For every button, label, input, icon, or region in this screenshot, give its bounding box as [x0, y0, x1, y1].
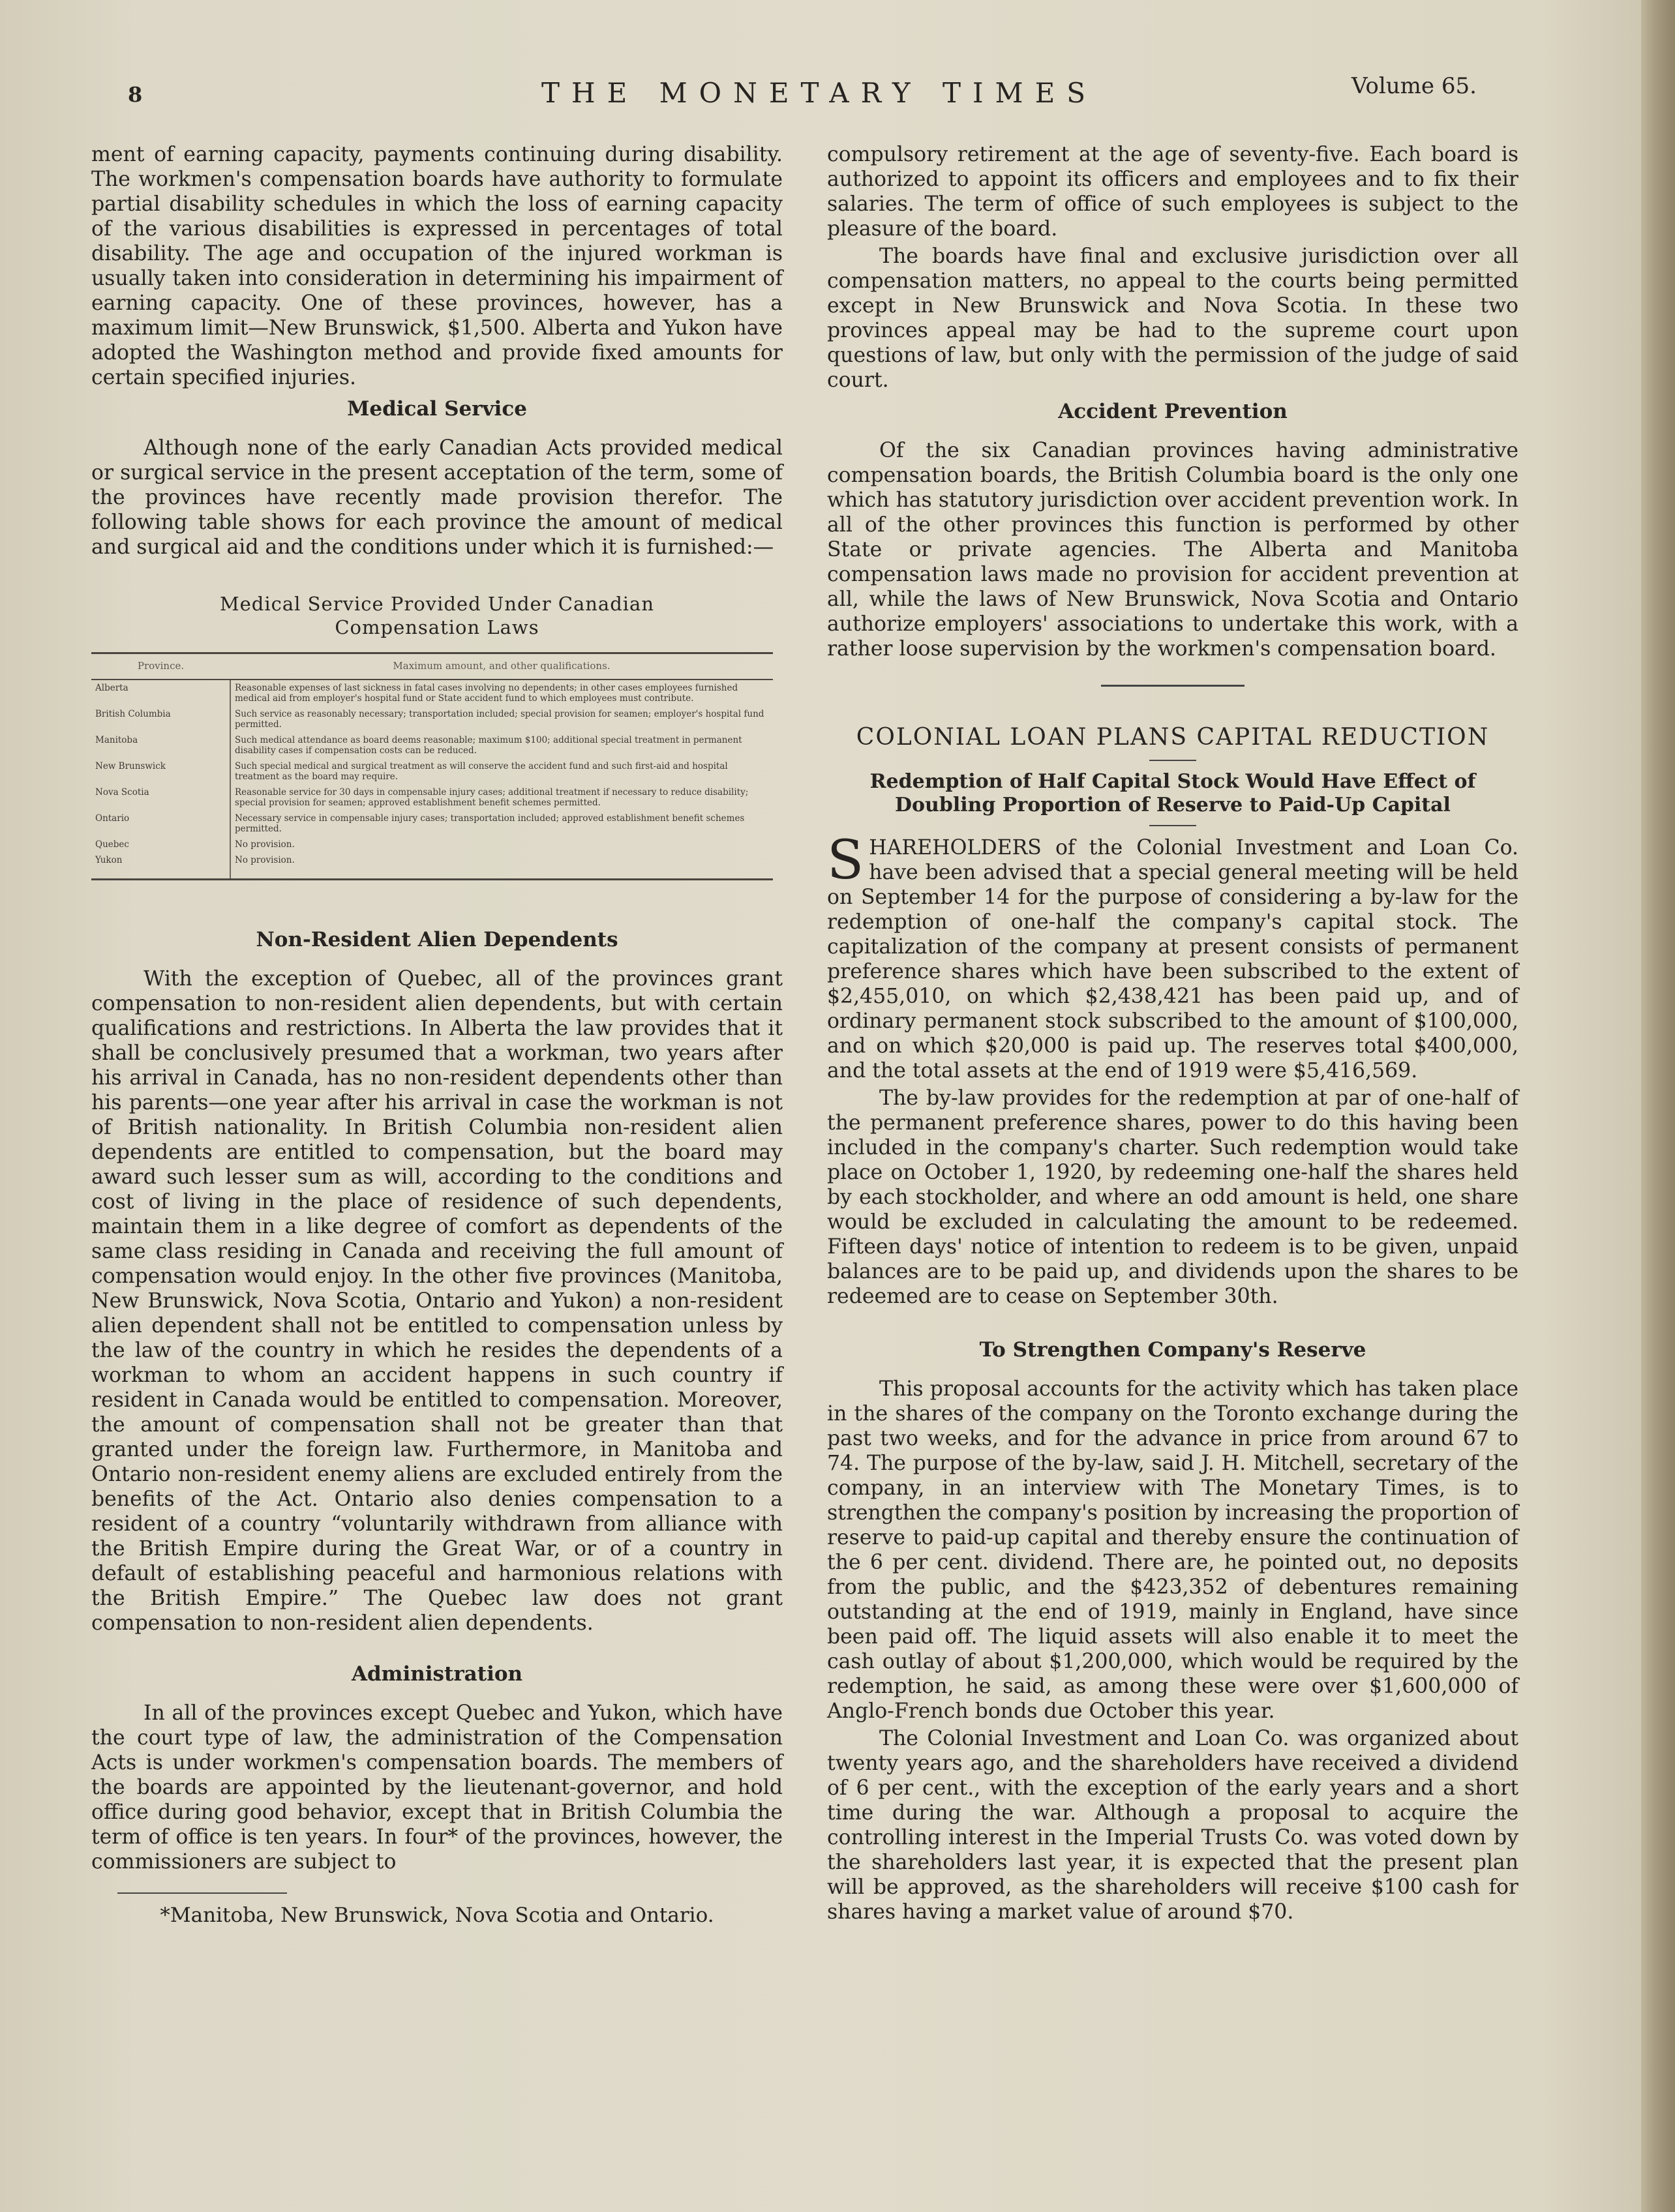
article-paragraph-1-text: HAREHOLDERS of the Colonial Investment and Loan Co. have been advised that a special general meeting will be held on September 14 for the purpose of considering a by-law for the redemption of one-half the company's capital stock. The capitalization of the company at present consists of permanent preference shares which have been subscribed to the extent of $2,455,010, on which $2,438,421 has been paid up, and of ordinary permanent stock subscribed to the amount of $100,000, and on which $20,000 is paid up. The reserves total $400,000, and the total assets at the end of 1919 were $5,416,569.	[827, 836, 1518, 1083]
qualification-cell: Reasonable expenses of last sickness in fatal cases involving no dependents; in other cases employees furnished medical aid from employer's hospital fund or State accident fund to which employees must contribute.	[235, 683, 738, 704]
province-cell: Ontario	[91, 811, 230, 837]
province-cell: Nova Scotia	[91, 785, 230, 811]
heading-accident-prevention: Accident Prevention	[1058, 400, 1288, 423]
qualification-cell: Such medical attendance as board deems reasonable; maximum $100; additional special treatment in permanent disability cases if compensation costs can be reduced.	[235, 735, 742, 756]
province-cell: Manitoba	[91, 732, 230, 758]
article-paragraph-2: The by-law provides for the redemption at par of one-half of the permanent preference shares, power to do this having been included in the company's charter. Such redemption would take place on October 1, 1920, by redeeming one-half the shares held by each stockholder, and where an odd amount is held, one share would be excluded in calculating the amount to be redeemed. Fifteen days' notice of intention to redeem is to be given, unpaid balances are to be paid up, and dividends upon the shares to be redeemed are to cease on September 30th.	[827, 1086, 1518, 1308]
right-column	[827, 142, 1518, 1927]
footnote-rule	[117, 1892, 287, 1894]
table-row	[91, 785, 773, 811]
province-cell: Yukon	[91, 852, 230, 880]
table-row	[91, 811, 773, 837]
left-paragraph-1: ment of earning capacity, payments continuing during disability. The workmen's compensation boards have authority to formulate partial disability schedules in which the loss of earning capacity of the various disabilities is expressed in percentages of total disability. The age and occupation of the injured workman is usually taken into consideration in determining his impairment of earning capacity. One of these provinces, however, has a maximum limit—New Brunswick, $1,500. Alberta and Yukon have adopted the Washington method and provide fixed amounts for certain specified injuries.	[91, 143, 783, 389]
page-edge	[1641, 0, 1675, 2212]
province-cell: Quebec	[91, 837, 230, 852]
table-row	[91, 837, 773, 852]
footnote: *Manitoba, New Brunswick, Nova Scotia and Ontario.	[160, 1904, 714, 1927]
table-caption	[91, 592, 783, 639]
left-paragraph-4: In all of the provinces except Quebec and Yukon, which have the court type of law, the administration of the Compensation Acts is under workmen's compensation boards. The members of the boards are appointed by the lieutenant-governor, and hold office during good behavior, except that in British Columbia the term of office is ten years. In four* of the provinces, however, the commissioners are subject to	[91, 1701, 783, 1874]
medical-service-table	[91, 652, 773, 880]
province-cell: Alberta	[91, 680, 230, 706]
province-cell: British Columbia	[91, 706, 230, 732]
heading-strengthen-reserve: To Strengthen Company's Reserve	[979, 1338, 1366, 1362]
article-divider	[1101, 685, 1245, 687]
qualification-cell: No provision.	[235, 839, 295, 850]
qualification-cell: No provision.	[230, 852, 773, 880]
page-header	[0, 73, 1675, 112]
province-cell: New Brunswick	[91, 758, 230, 785]
qualification-cell: Necessary service in compensable injury cases; transportation included; approved establishment benefit schemes permitted.	[235, 813, 745, 834]
qualification-cell: Reasonable service for 30 days in compensable injury cases; additional treatment if necessary to reduce disability; special provision for seamen; approved establishment benefit schemes permitted.	[235, 787, 749, 808]
table-caption-line-2: Compensation Laws	[335, 616, 539, 638]
article-headline: COLONIAL LOAN PLANS CAPITAL REDUCTION	[856, 724, 1490, 751]
table-row	[91, 680, 773, 706]
drop-cap: S	[827, 830, 864, 891]
article-paragraph-4: The Colonial Investment and Loan Co. was organized about twenty years ago, and the shareholders have received a dividend of 6 per cent., with the exception of the early years and a short time during the war. Although a proposal to acquire the controlling interest in the Imperial Trusts Co. was voted down by the shareholders last year, it is expected that the present plan will be approved, as the shareholders will receive $100 cash for shares having a market value of around $70.	[827, 1727, 1518, 1924]
table-row	[91, 758, 773, 785]
right-paragraph-2: The boards have final and exclusive jurisdiction over all compensation matters, no appeal to the courts being permitted except in New Brunswick and Nova Scotia. In these two provinces appeal may be had to the supreme court upon questions of law, but only with the permission of the judge of said court.	[827, 245, 1518, 392]
heading-non-resident: Non-Resident Alien Dependents	[256, 928, 618, 951]
table-row	[91, 732, 773, 758]
volume-label: Volume 65.	[1351, 73, 1477, 99]
left-paragraph-2: Although none of the early Canadian Acts provided medical or surgical service in the present acceptation of the term, some of the provinces have recently made provision therefor. The following table shows for each province the amount of medical and surgical aid and the conditions under which it is furnished:—	[91, 436, 783, 559]
table-caption-line-1: Medical Service Provided Under Canadian	[219, 593, 655, 615]
subhead-rule	[1149, 825, 1196, 826]
qualification-cell: Such special medical and surgical treatment as will conserve the accident fund and such first-aid and hospital treatment as the board may require.	[235, 761, 728, 782]
column-header-province: Province.	[91, 653, 230, 680]
left-paragraph-3: With the exception of Quebec, all of the provinces grant compensation to non-resident alien dependents, but with certain qualifications and restrictions. In Alberta the law provides that it shall be conclusively presumed that a workman, two years after his arrival in Canada, has no non-resident dependents other than his parents—one year after his arrival in case the workman is not of British nationality. In British Columbia non-resident alien dependents are entitled to compensation, but the board may award such lesser sum as will, according to the conditions and cost of living in the place of residence of such dependents, maintain them in a like degree of comfort as dependents of the same class residing in Canada and receiving the full amount of compensation would enjoy. In the other five provinces (Manitoba, New Brunswick, Nova Scotia, Ontario and Yukon) a non-resident alien dependent shall not be entitled to compensation unless by the law of the country in which he resides the dependents of a workman to whom an accident happens in such country if resident in Canada would be entitled to compensation. Moreover, the amount of compensation shall not be greater than that granted under the foreign law. Furthermore, in Manitoba and Ontario non-resident enemy aliens are excluded entirely from the benefits of the Act. Ontario also denies compensation to a resident of a country “voluntarily withdrawn from alliance with the British Empire during the Great War, or of a country in default of establishing peaceful and harmonious relations with the British Empire.” The Quebec law does not grant compensation to non-resident alien dependents.	[91, 967, 783, 1635]
headline-rule	[1149, 760, 1196, 761]
article-paragraph-3: This proposal accounts for the activity which has taken place in the shares of the company on the Toronto exchange during the past two weeks, and for the advance in price from around 67 to 74. The purpose of the by-law, said J. H. Mitchell, secretary of the company, in an interview with The Monetary Times, is to strengthen the company's position by increasing the proportion of reserve to paid-up capital and thereby ensure the continuation of the 6 per cent. dividend. There are, he pointed out, no deposits from the public, and the $423,352 of debentures remaining outstanding at the end of 1919, mainly in England, have since been paid off. The liquid assets will also enable it to meet the cash outlay of about $1,200,000, which would be required by the redemption, he said, as among these were over $1,600,000 of Anglo-French bonds due October this year.	[827, 1377, 1518, 1723]
article-paragraph-1	[827, 830, 1518, 1083]
publication-title: THE MONETARY TIMES	[541, 77, 1097, 109]
heading-medical-service: Medical Service	[347, 397, 527, 421]
table-row	[91, 852, 773, 880]
right-paragraph-3: Of the six Canadian provinces having administrative compensation boards, the British Columbia board is the only one which has statutory jurisdiction over accident prevention work. In all of the other provinces this function is performed by other State or private agencies. The Alberta and Manitoba compensation laws made no provision for accident prevention at all, while the laws of New Brunswick, Nova Scotia and Ontario authorize employers' associations to undertake this work, with a rather loose supervision by the workmen's compensation board.	[827, 439, 1518, 661]
article-subhead: Redemption of Half Capital Stock Would Have Effect of Doubling Proportion of Reserve to Paid-Up Capital	[869, 770, 1476, 816]
left-column	[91, 142, 783, 1928]
right-paragraph-1: compulsory retirement at the age of seventy-five. Each board is authorized to appoint its officers and employees and to fix their salaries. The term of office of such employees is subject to the pleasure of the board.	[827, 143, 1518, 241]
page-number: 8	[128, 82, 143, 107]
heading-administration: Administration	[351, 1662, 523, 1686]
table-row	[91, 706, 773, 732]
qualification-cell: Such service as reasonably necessary; transportation included; special provision for seamen; employer's hospital fund permitted.	[235, 709, 764, 730]
column-header-maximum: Maximum amount, and other qualifications.	[230, 653, 773, 680]
